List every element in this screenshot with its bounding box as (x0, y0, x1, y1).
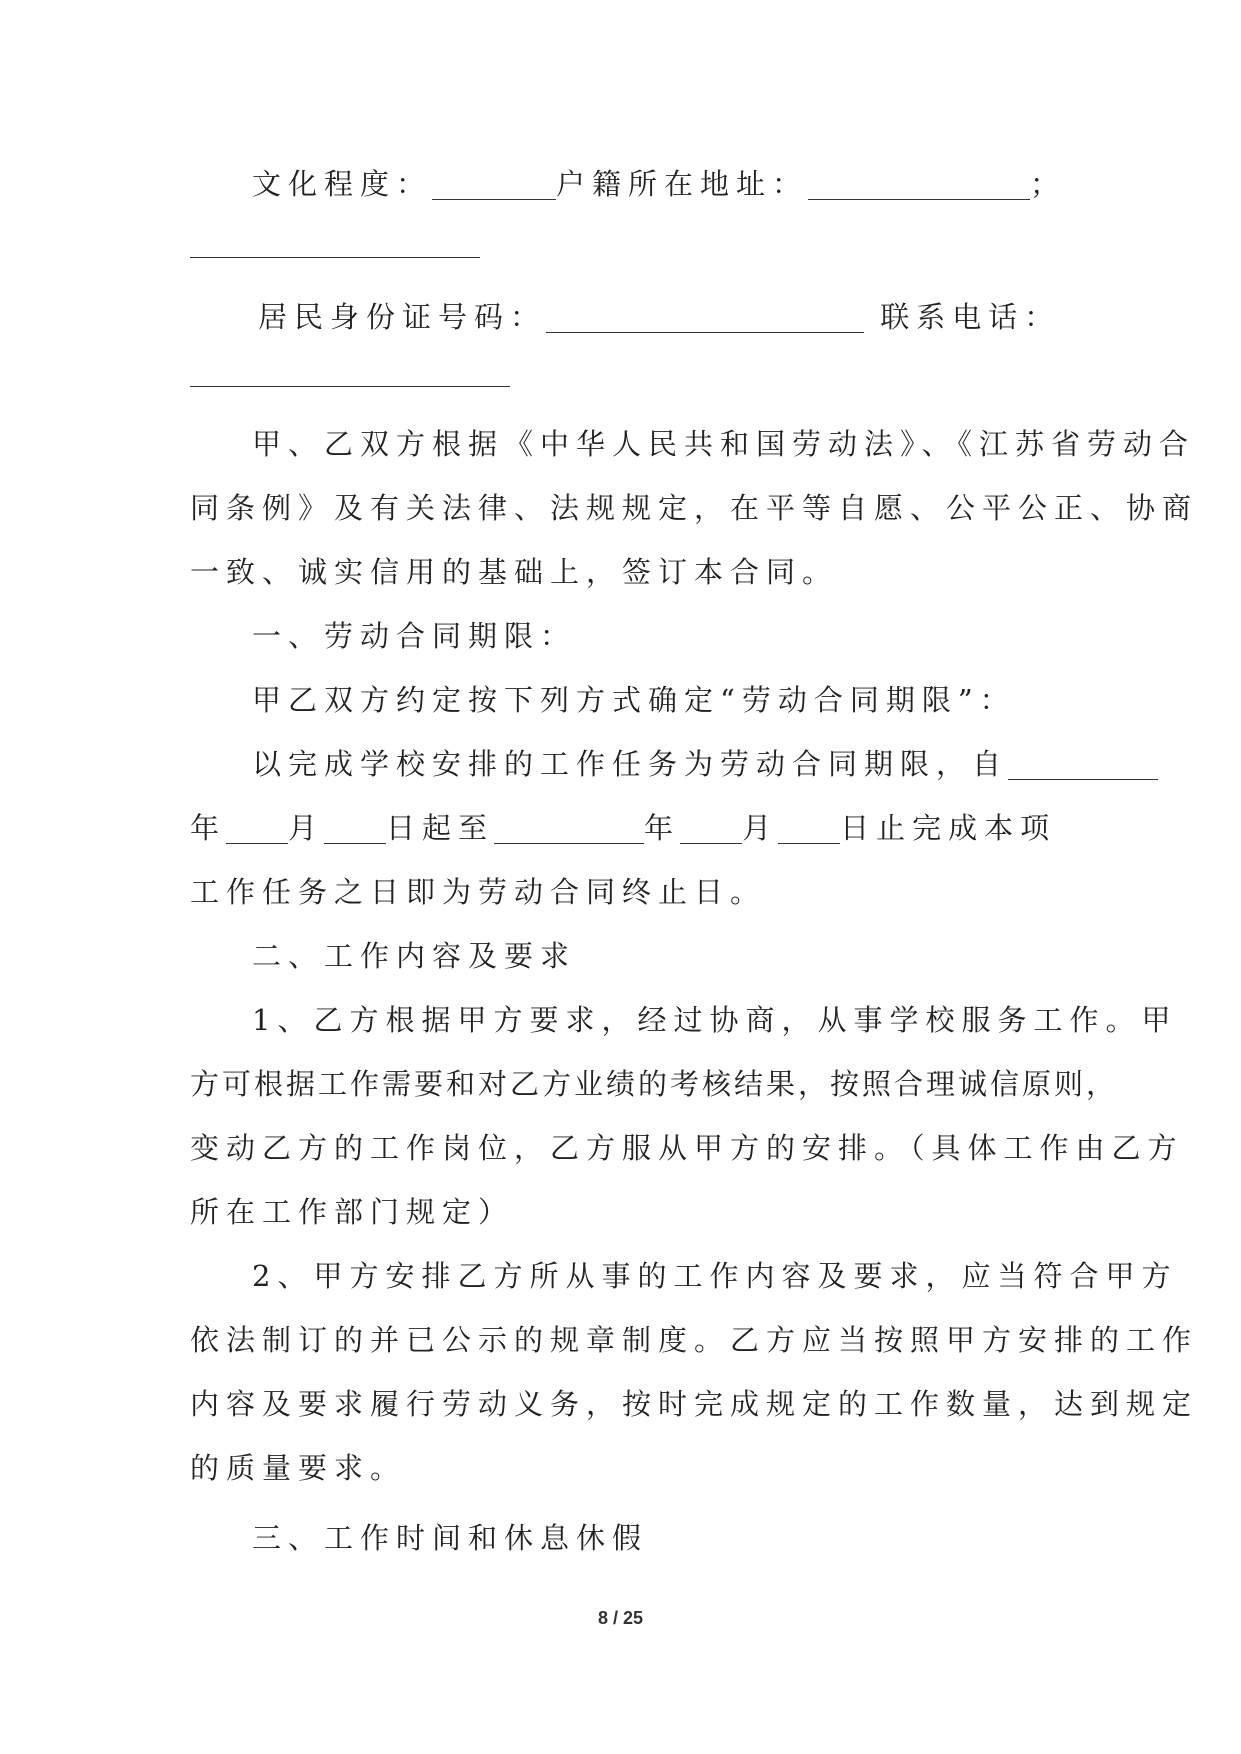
id-label: 居民身份证号码： (258, 300, 547, 334)
phone-label: 联系电话： (880, 300, 1061, 334)
paragraph-line: 的质量要求。 (190, 1451, 407, 1485)
end-year-blank (494, 813, 644, 844)
page-number: 8 / 25 (597, 1608, 644, 1628)
paragraph-line: 所在工作部门规定） (190, 1195, 515, 1229)
paragraph-line: 甲乙双方约定按下列方式确定“劳动合同期限”： (252, 683, 1016, 717)
paragraph-line: 2、甲方安排乙方所从事的工作内容及要求，应当符合甲方 (252, 1259, 1178, 1293)
day-end-label: 日止完成本项 (840, 811, 1057, 845)
year-label: 年 (644, 811, 681, 845)
paragraph-line: 甲、乙双方根据《中华人民共和国劳动法》、《江苏省劳动合 (252, 427, 1196, 461)
semicolon: ； (1030, 167, 1067, 201)
term-text: 以完成学校安排的工作任务为劳动合同期限，自 (252, 747, 1009, 781)
paragraph-line: 同条例》及有关法律、法规规定，在平等自愿、公平公正、协商 (190, 491, 1199, 525)
month-label: 月 (288, 811, 325, 845)
education-blank (432, 169, 556, 200)
id-phone-line (258, 297, 1066, 337)
section-heading: 二、工作内容及要求 (252, 939, 577, 973)
education-label: 文化程度： (252, 167, 433, 201)
start-year-blank (1008, 749, 1158, 780)
term-dates-line (190, 808, 1060, 848)
address-label: 户籍所在地址： (556, 167, 809, 201)
month-label: 月 (742, 811, 779, 845)
phone-continuation-rule (190, 386, 510, 387)
section-heading: 三、工作时间和休息休假 (252, 1521, 649, 1555)
education-address-line (252, 164, 1067, 204)
start-month-blank (226, 813, 288, 844)
id-blank (546, 302, 864, 333)
address-blank (808, 169, 1030, 200)
end-month-blank (680, 813, 742, 844)
term-line (252, 744, 1060, 784)
section-heading: 一、劳动合同期限： (252, 619, 577, 653)
year-label: 年 (190, 811, 227, 845)
end-day-blank (778, 813, 840, 844)
start-day-blank (324, 813, 386, 844)
address-continuation-rule (190, 257, 480, 258)
paragraph-line: 依法制订的并已公示的规章制度。乙方应当按照甲方安排的工作 (190, 1323, 1199, 1357)
paragraph-line: 方可根据工作需要和对乙方业绩的考核结果，按照合理诚信原则， (190, 1067, 1119, 1101)
paragraph-line: 一致、诚实信用的基础上，签订本合同。 (190, 555, 839, 589)
paragraph-line: 工作任务之日即为劳动合同终止日。 (190, 875, 767, 909)
paragraph-line: 内容及要求履行劳动义务，按时完成规定的工作数量，达到规定 (190, 1387, 1199, 1421)
day-start-label: 日起至 (386, 811, 495, 845)
paragraph-line: 变动乙方的工作岗位，乙方服从甲方的安排。（具体工作由乙方 (190, 1131, 1184, 1165)
paragraph-line: 1、乙方根据甲方要求，经过协商，从事学校服务工作。甲 (252, 1003, 1178, 1037)
